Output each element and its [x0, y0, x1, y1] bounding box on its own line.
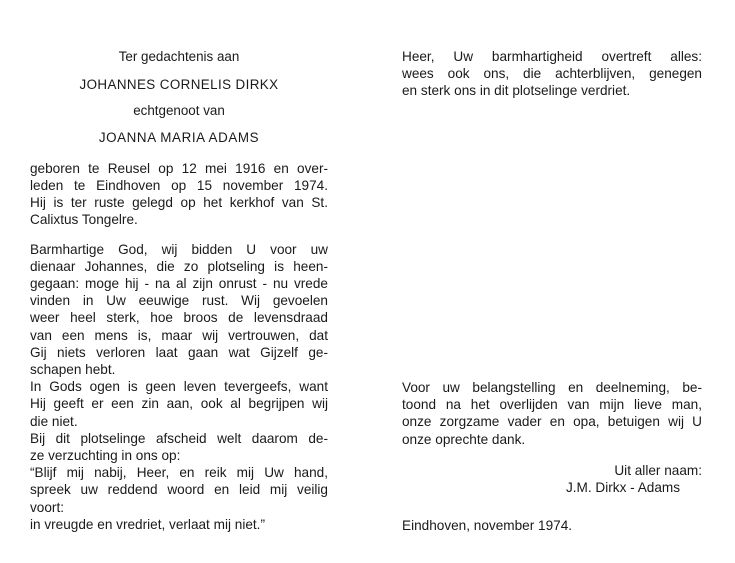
left-page	[30, 48, 328, 533]
thanks-block	[402, 379, 702, 534]
text-line: Calixtus Tongelre.	[30, 212, 138, 228]
text-line: In Gods ogen is geen leven tevergeefs, want	[30, 379, 328, 395]
text-line: en sterk ons in dit plotselinge verdriet.	[402, 83, 631, 99]
biography-paragraph	[30, 160, 328, 229]
prayer-paragraph	[30, 378, 328, 430]
text-line: gegaan: moge hij - na al zijn onrust - nu vrede	[30, 276, 328, 292]
signature-name: J.M. Dirkx - Adams	[565, 480, 680, 496]
in-memory-heading: Ter gedachtenis aan	[118, 49, 240, 64]
text-line: voort:	[30, 499, 64, 515]
text-line: wees ook ons, die achterblijven, genegen	[402, 66, 702, 82]
text-line: “Blijf mij nabij, Heer, en reik mij Uw hand,	[30, 465, 328, 481]
text-line: geboren te Reusel op 12 mei 1916 en over-	[30, 160, 328, 176]
text-line: toond na het overlijden van mijn lieve man,	[402, 397, 702, 413]
text-line: onze oprechte dank.	[402, 431, 526, 447]
place-and-date: Eindhoven, november 1974.	[402, 518, 573, 534]
text-line: onze zorgzame vader en opa, betuigen wij U	[402, 414, 702, 430]
text-line: van een mens is, maar wij vertrouwen, dat	[30, 327, 328, 343]
text-line: in vreugde en vredriet, verlaat mij niet.”	[30, 516, 265, 532]
thanks-paragraph	[402, 379, 702, 448]
closing-prayer-paragraph	[402, 48, 702, 100]
text-line: Gij niets verloren laat gaan wat Gijzelf ge-	[30, 344, 328, 360]
signature-intro: Uit aller naam:	[614, 462, 702, 478]
spouse-of-label: echtgenoot van	[133, 103, 225, 119]
text-line: die niet.	[30, 413, 78, 429]
text-line: spreek uw reddend woord en leid mij veilig	[30, 482, 328, 498]
text-line: Heer, Uw barmhartigheid overtreft alles:	[402, 49, 702, 64]
prayer-paragraph	[30, 430, 328, 464]
deceased-name: JOHANNES CORNELIS DIRKX	[79, 77, 279, 93]
text-line: Voor uw belangstelling en deelneming, be-	[402, 380, 702, 395]
text-line: schapen hebt.	[30, 362, 116, 378]
text-line: Hij is ter ruste gelegd op het kerkhof van St.	[30, 195, 328, 211]
spouse-name: JOANNA MARIA ADAMS	[98, 129, 260, 145]
text-line: Barmhartige God, wij bidden U voor uw	[30, 241, 328, 257]
text-line: Hij geeft er een zin aan, ook al begrijpen wij	[30, 396, 328, 412]
text-line: ze verzuchting in ons op:	[30, 448, 181, 464]
closing-prayer	[402, 48, 702, 100]
text-line: vinden in Uw eeuwige rust. Wij gevoelen	[30, 293, 328, 309]
text-line: weer heel sterk, hoe broos de levensdraad	[30, 310, 328, 326]
text-line: Bij dit plotselinge afscheid welt daarom de-	[30, 430, 328, 446]
text-line: dienaar Johannes, die zo plotseling is heen-	[30, 258, 328, 274]
quote-paragraph	[30, 464, 328, 533]
prayer-paragraph	[30, 241, 328, 379]
text-line: leden te Eindhoven op 15 november 1974.	[30, 178, 328, 194]
